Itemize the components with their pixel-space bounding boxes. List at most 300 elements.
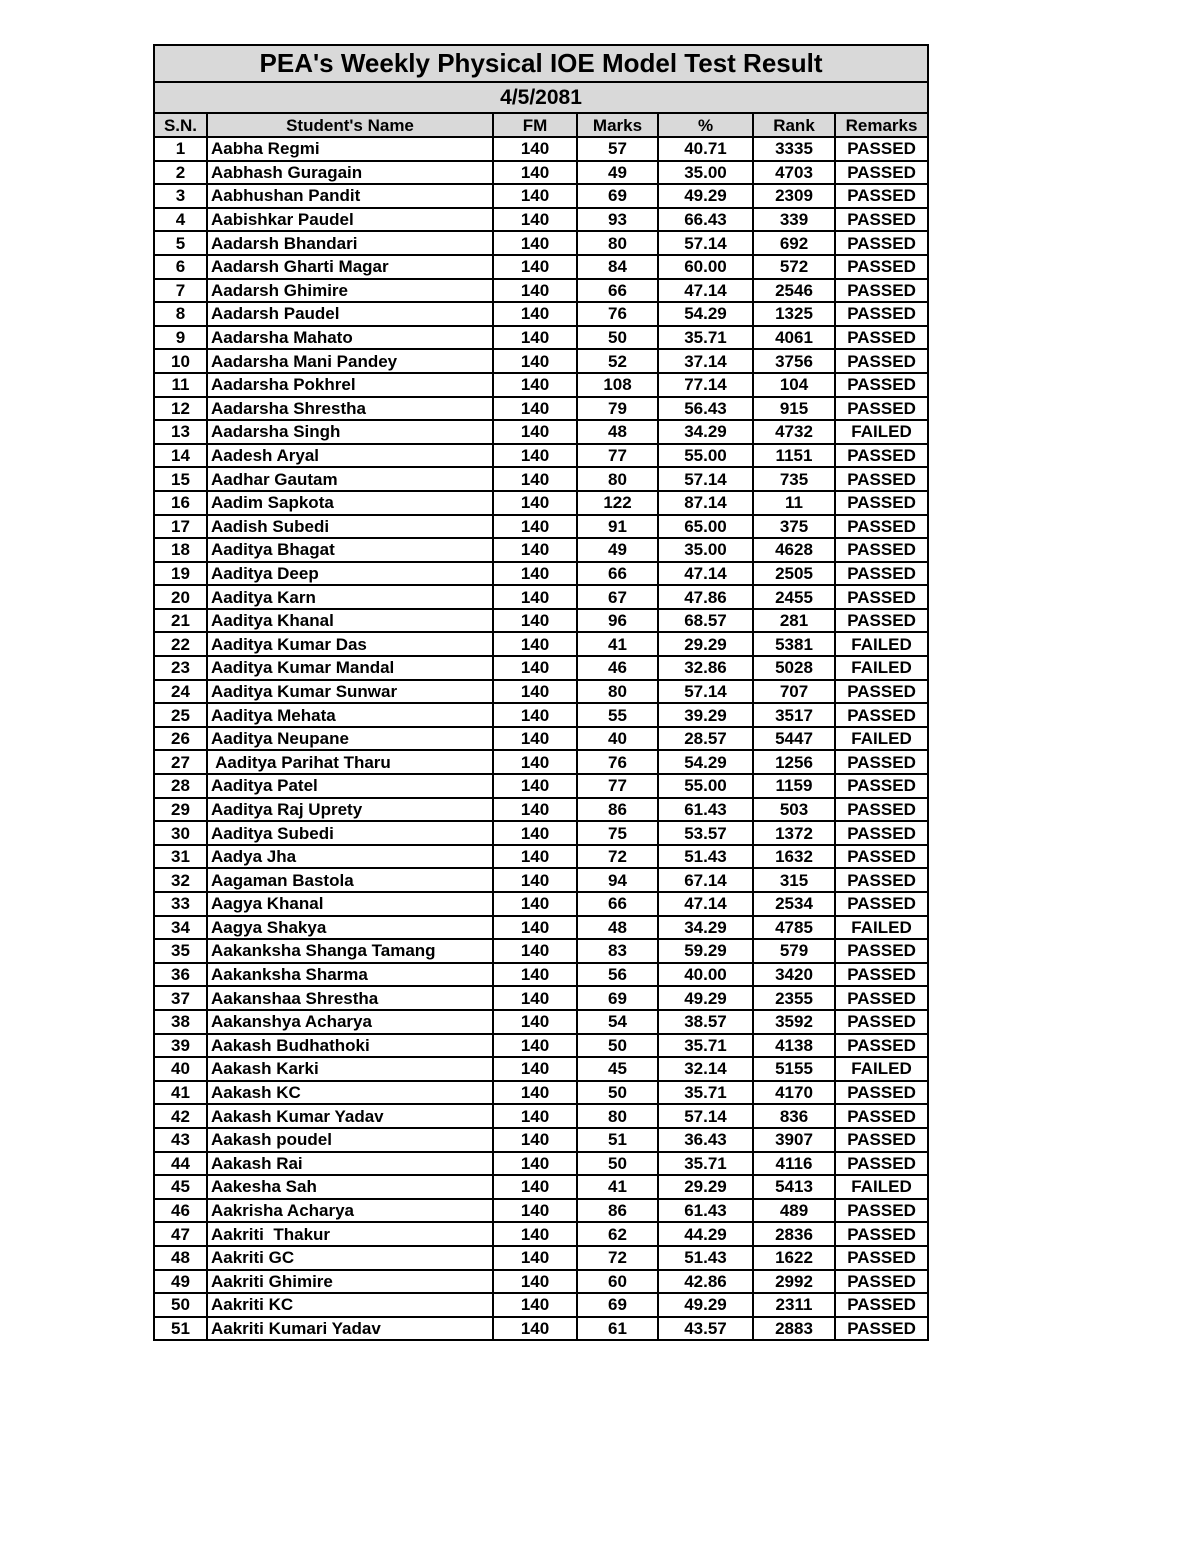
cell-marks: 66 [577,279,658,303]
table-row [154,1152,928,1176]
cell-marks: 62 [577,1222,658,1246]
cell-percent: 47.14 [658,562,753,586]
cell-remarks: PASSED [835,1010,928,1034]
cell-remarks: PASSED [835,562,928,586]
cell-percent: 55.00 [658,444,753,468]
cell-fm: 140 [493,562,577,586]
cell-student-name: Aadarsha Pokhrel [207,373,493,397]
cell-sn: 8 [154,302,207,326]
table-row [154,868,928,892]
cell-remarks: PASSED [835,302,928,326]
column-header-fm: FM [493,113,577,137]
cell-marks: 46 [577,656,658,680]
cell-fm: 140 [493,208,577,232]
table-row [154,515,928,539]
cell-percent: 77.14 [658,373,753,397]
cell-percent: 43.57 [658,1317,753,1341]
cell-rank: 5155 [753,1057,835,1081]
table-row [154,1246,928,1270]
table-row [154,161,928,185]
cell-fm: 140 [493,255,577,279]
cell-remarks: PASSED [835,1081,928,1105]
cell-sn: 14 [154,444,207,468]
cell-marks: 72 [577,1246,658,1270]
cell-student-name: Aakanksha Sharma [207,963,493,987]
cell-rank: 2836 [753,1222,835,1246]
cell-percent: 68.57 [658,609,753,633]
cell-marks: 76 [577,750,658,774]
cell-sn: 7 [154,279,207,303]
cell-sn: 47 [154,1222,207,1246]
cell-rank: 4732 [753,420,835,444]
cell-remarks: PASSED [835,680,928,704]
table-row [154,1222,928,1246]
cell-remarks: PASSED [835,279,928,303]
cell-rank: 2546 [753,279,835,303]
cell-fm: 140 [493,326,577,350]
cell-rank: 5413 [753,1175,835,1199]
cell-rank: 2311 [753,1293,835,1317]
cell-rank: 4170 [753,1081,835,1105]
cell-fm: 140 [493,585,577,609]
cell-remarks: PASSED [835,491,928,515]
cell-remarks: PASSED [835,467,928,491]
cell-fm: 140 [493,1081,577,1105]
column-header-percent: % [658,113,753,137]
cell-student-name: Aadya Jha [207,845,493,869]
cell-sn: 25 [154,703,207,727]
cell-student-name: Aagya Shakya [207,916,493,940]
cell-marks: 76 [577,302,658,326]
cell-student-name: Aaditya Kumar Sunwar [207,680,493,704]
cell-fm: 140 [493,1034,577,1058]
cell-remarks: PASSED [835,1317,928,1341]
column-header-rank: Rank [753,113,835,137]
cell-student-name: Aakriti Thakur [207,1222,493,1246]
cell-rank: 3420 [753,963,835,987]
cell-percent: 57.14 [658,231,753,255]
cell-sn: 43 [154,1128,207,1152]
cell-percent: 57.14 [658,680,753,704]
cell-percent: 35.71 [658,1152,753,1176]
cell-sn: 16 [154,491,207,515]
cell-marks: 40 [577,727,658,751]
cell-fm: 140 [493,916,577,940]
cell-percent: 32.86 [658,656,753,680]
cell-marks: 94 [577,868,658,892]
cell-remarks: PASSED [835,1246,928,1270]
column-header-marks: Marks [577,113,658,137]
table-row [154,373,928,397]
cell-percent: 39.29 [658,703,753,727]
table-row [154,184,928,208]
cell-percent: 61.43 [658,798,753,822]
cell-percent: 67.14 [658,868,753,892]
cell-student-name: Aaditya Khanal [207,609,493,633]
cell-fm: 140 [493,137,577,161]
cell-rank: 692 [753,231,835,255]
cell-remarks: PASSED [835,137,928,161]
table-row [154,821,928,845]
cell-remarks: PASSED [835,1034,928,1058]
cell-marks: 61 [577,1317,658,1341]
cell-fm: 140 [493,373,577,397]
cell-remarks: PASSED [835,231,928,255]
table-row [154,1270,928,1294]
cell-remarks: PASSED [835,255,928,279]
cell-sn: 35 [154,939,207,963]
cell-percent: 37.14 [658,349,753,373]
cell-percent: 49.29 [658,184,753,208]
cell-student-name: Aakrisha Acharya [207,1199,493,1223]
cell-student-name: Aadarsha Shrestha [207,397,493,421]
table-row [154,1104,928,1128]
cell-sn: 1 [154,137,207,161]
cell-marks: 50 [577,1034,658,1058]
table-row [154,845,928,869]
cell-fm: 140 [493,1010,577,1034]
cell-percent: 35.00 [658,161,753,185]
table-row [154,1057,928,1081]
cell-remarks: FAILED [835,727,928,751]
cell-student-name: Aadarsh Gharti Magar [207,255,493,279]
cell-fm: 140 [493,1152,577,1176]
cell-remarks: PASSED [835,397,928,421]
cell-rank: 4785 [753,916,835,940]
cell-student-name: Aakash poudel [207,1128,493,1152]
cell-remarks: PASSED [835,1270,928,1294]
table-row [154,939,928,963]
cell-rank: 5028 [753,656,835,680]
cell-student-name: Aadarsha Mani Pandey [207,349,493,373]
cell-sn: 12 [154,397,207,421]
cell-sn: 3 [154,184,207,208]
cell-marks: 72 [577,845,658,869]
cell-rank: 2455 [753,585,835,609]
cell-remarks: PASSED [835,326,928,350]
cell-remarks: FAILED [835,632,928,656]
cell-percent: 38.57 [658,1010,753,1034]
cell-rank: 1151 [753,444,835,468]
result-table [153,44,929,1341]
cell-sn: 40 [154,1057,207,1081]
cell-percent: 55.00 [658,774,753,798]
cell-rank: 2309 [753,184,835,208]
cell-fm: 140 [493,1222,577,1246]
cell-percent: 51.43 [658,1246,753,1270]
cell-percent: 47.14 [658,279,753,303]
cell-sn: 15 [154,467,207,491]
cell-marks: 75 [577,821,658,845]
cell-student-name: Aakash Karki [207,1057,493,1081]
cell-fm: 140 [493,939,577,963]
cell-fm: 140 [493,680,577,704]
table-row [154,491,928,515]
cell-marks: 56 [577,963,658,987]
table-row [154,609,928,633]
cell-rank: 579 [753,939,835,963]
cell-remarks: PASSED [835,1199,928,1223]
cell-student-name: Aakash Rai [207,1152,493,1176]
cell-percent: 29.29 [658,1175,753,1199]
cell-remarks: PASSED [835,703,928,727]
cell-marks: 79 [577,397,658,421]
cell-sn: 18 [154,538,207,562]
cell-student-name: Aaditya Deep [207,562,493,586]
cell-remarks: PASSED [835,208,928,232]
cell-rank: 315 [753,868,835,892]
cell-rank: 2505 [753,562,835,586]
cell-percent: 28.57 [658,727,753,751]
cell-fm: 140 [493,821,577,845]
table-row [154,349,928,373]
cell-marks: 52 [577,349,658,373]
cell-student-name: Aabhash Guragain [207,161,493,185]
cell-remarks: PASSED [835,1104,928,1128]
cell-rank: 5381 [753,632,835,656]
table-row [154,703,928,727]
cell-fm: 140 [493,491,577,515]
cell-remarks: FAILED [835,1175,928,1199]
cell-rank: 1622 [753,1246,835,1270]
table-row [154,632,928,656]
cell-sn: 27 [154,750,207,774]
cell-remarks: PASSED [835,515,928,539]
cell-student-name: Aaditya Patel [207,774,493,798]
cell-percent: 40.00 [658,963,753,987]
cell-sn: 9 [154,326,207,350]
header-row [154,113,928,137]
cell-remarks: PASSED [835,609,928,633]
cell-student-name: Aaditya Subedi [207,821,493,845]
cell-sn: 26 [154,727,207,751]
cell-fm: 140 [493,1199,577,1223]
cell-sn: 33 [154,892,207,916]
cell-remarks: PASSED [835,986,928,1010]
cell-percent: 35.71 [658,326,753,350]
cell-student-name: Aakash Kumar Yadav [207,1104,493,1128]
cell-fm: 140 [493,161,577,185]
cell-percent: 35.71 [658,1081,753,1105]
cell-sn: 5 [154,231,207,255]
cell-fm: 140 [493,1317,577,1341]
cell-marks: 122 [577,491,658,515]
cell-marks: 86 [577,1199,658,1223]
cell-rank: 1256 [753,750,835,774]
cell-marks: 67 [577,585,658,609]
cell-rank: 3335 [753,137,835,161]
cell-sn: 2 [154,161,207,185]
table-row [154,302,928,326]
cell-remarks: PASSED [835,774,928,798]
cell-percent: 47.86 [658,585,753,609]
cell-marks: 51 [577,1128,658,1152]
cell-marks: 83 [577,939,658,963]
cell-fm: 140 [493,845,577,869]
cell-sn: 34 [154,916,207,940]
cell-rank: 572 [753,255,835,279]
cell-rank: 2355 [753,986,835,1010]
cell-marks: 84 [577,255,658,279]
cell-marks: 41 [577,632,658,656]
table-row [154,538,928,562]
cell-rank: 3592 [753,1010,835,1034]
cell-remarks: PASSED [835,538,928,562]
cell-student-name: Aadesh Aryal [207,444,493,468]
cell-percent: 49.29 [658,986,753,1010]
cell-student-name: Aakanksha Shanga Tamang [207,939,493,963]
cell-rank: 4138 [753,1034,835,1058]
cell-fm: 140 [493,986,577,1010]
cell-sn: 38 [154,1010,207,1034]
cell-fm: 140 [493,279,577,303]
table-row [154,444,928,468]
cell-percent: 57.14 [658,1104,753,1128]
cell-sn: 17 [154,515,207,539]
cell-fm: 140 [493,798,577,822]
table-row [154,1128,928,1152]
cell-rank: 4703 [753,161,835,185]
cell-student-name: Aakash KC [207,1081,493,1105]
cell-sn: 13 [154,420,207,444]
table-row [154,585,928,609]
cell-percent: 35.71 [658,1034,753,1058]
cell-fm: 140 [493,184,577,208]
cell-fm: 140 [493,892,577,916]
table-row [154,562,928,586]
cell-fm: 140 [493,538,577,562]
cell-student-name: Aaditya Raj Uprety [207,798,493,822]
cell-marks: 69 [577,1293,658,1317]
table-row [154,231,928,255]
cell-percent: 54.29 [658,750,753,774]
cell-marks: 49 [577,161,658,185]
cell-sn: 22 [154,632,207,656]
cell-rank: 375 [753,515,835,539]
table-row [154,727,928,751]
table-row [154,255,928,279]
cell-percent: 42.86 [658,1270,753,1294]
cell-rank: 707 [753,680,835,704]
cell-rank: 4628 [753,538,835,562]
table-row [154,680,928,704]
cell-sn: 45 [154,1175,207,1199]
cell-sn: 29 [154,798,207,822]
cell-percent: 66.43 [658,208,753,232]
cell-sn: 4 [154,208,207,232]
cell-remarks: PASSED [835,349,928,373]
cell-fm: 140 [493,774,577,798]
cell-rank: 4061 [753,326,835,350]
cell-fm: 140 [493,231,577,255]
cell-student-name: Aabishkar Paudel [207,208,493,232]
cell-remarks: PASSED [835,821,928,845]
cell-marks: 108 [577,373,658,397]
cell-rank: 1325 [753,302,835,326]
cell-student-name: Aakanshya Acharya [207,1010,493,1034]
table-row [154,1293,928,1317]
cell-sn: 36 [154,963,207,987]
cell-remarks: FAILED [835,916,928,940]
cell-fm: 140 [493,750,577,774]
cell-rank: 2992 [753,1270,835,1294]
cell-percent: 65.00 [658,515,753,539]
cell-marks: 77 [577,774,658,798]
cell-rank: 2883 [753,1317,835,1341]
column-header-remarks: Remarks [835,113,928,137]
cell-rank: 836 [753,1104,835,1128]
cell-sn: 49 [154,1270,207,1294]
cell-remarks: FAILED [835,656,928,680]
cell-marks: 86 [577,798,658,822]
cell-fm: 140 [493,1246,577,1270]
cell-fm: 140 [493,609,577,633]
cell-remarks: PASSED [835,161,928,185]
cell-sn: 48 [154,1246,207,1270]
cell-sn: 24 [154,680,207,704]
cell-student-name: Aadarsh Ghimire [207,279,493,303]
cell-fm: 140 [493,868,577,892]
table-row [154,279,928,303]
cell-student-name: Aakriti Kumari Yadav [207,1317,493,1341]
cell-marks: 48 [577,420,658,444]
cell-student-name: Aakriti KC [207,1293,493,1317]
cell-marks: 57 [577,137,658,161]
cell-sn: 6 [154,255,207,279]
table-row [154,137,928,161]
cell-student-name: Aadarsha Mahato [207,326,493,350]
cell-sn: 21 [154,609,207,633]
cell-rank: 104 [753,373,835,397]
cell-marks: 96 [577,609,658,633]
cell-percent: 60.00 [658,255,753,279]
cell-sn: 19 [154,562,207,586]
cell-fm: 140 [493,727,577,751]
cell-student-name: Aakanshaa Shrestha [207,986,493,1010]
cell-student-name: Aabhushan Pandit [207,184,493,208]
cell-rank: 4116 [753,1152,835,1176]
cell-marks: 60 [577,1270,658,1294]
cell-fm: 140 [493,349,577,373]
cell-marks: 69 [577,986,658,1010]
cell-rank: 3907 [753,1128,835,1152]
table-row [154,467,928,491]
cell-fm: 140 [493,963,577,987]
cell-marks: 66 [577,892,658,916]
cell-marks: 91 [577,515,658,539]
table-row [154,1175,928,1199]
cell-remarks: PASSED [835,1222,928,1246]
table-body [154,137,928,1340]
cell-student-name: Aaditya Parihat Tharu [207,750,493,774]
cell-percent: 87.14 [658,491,753,515]
cell-fm: 140 [493,632,577,656]
cell-student-name: Aagya Khanal [207,892,493,916]
table-row [154,656,928,680]
cell-percent: 51.43 [658,845,753,869]
cell-rank: 3517 [753,703,835,727]
cell-sn: 32 [154,868,207,892]
cell-fm: 140 [493,1057,577,1081]
table-row [154,774,928,798]
cell-percent: 35.00 [658,538,753,562]
cell-percent: 57.14 [658,467,753,491]
cell-sn: 37 [154,986,207,1010]
cell-rank: 503 [753,798,835,822]
cell-sn: 44 [154,1152,207,1176]
cell-percent: 44.29 [658,1222,753,1246]
table-row [154,916,928,940]
